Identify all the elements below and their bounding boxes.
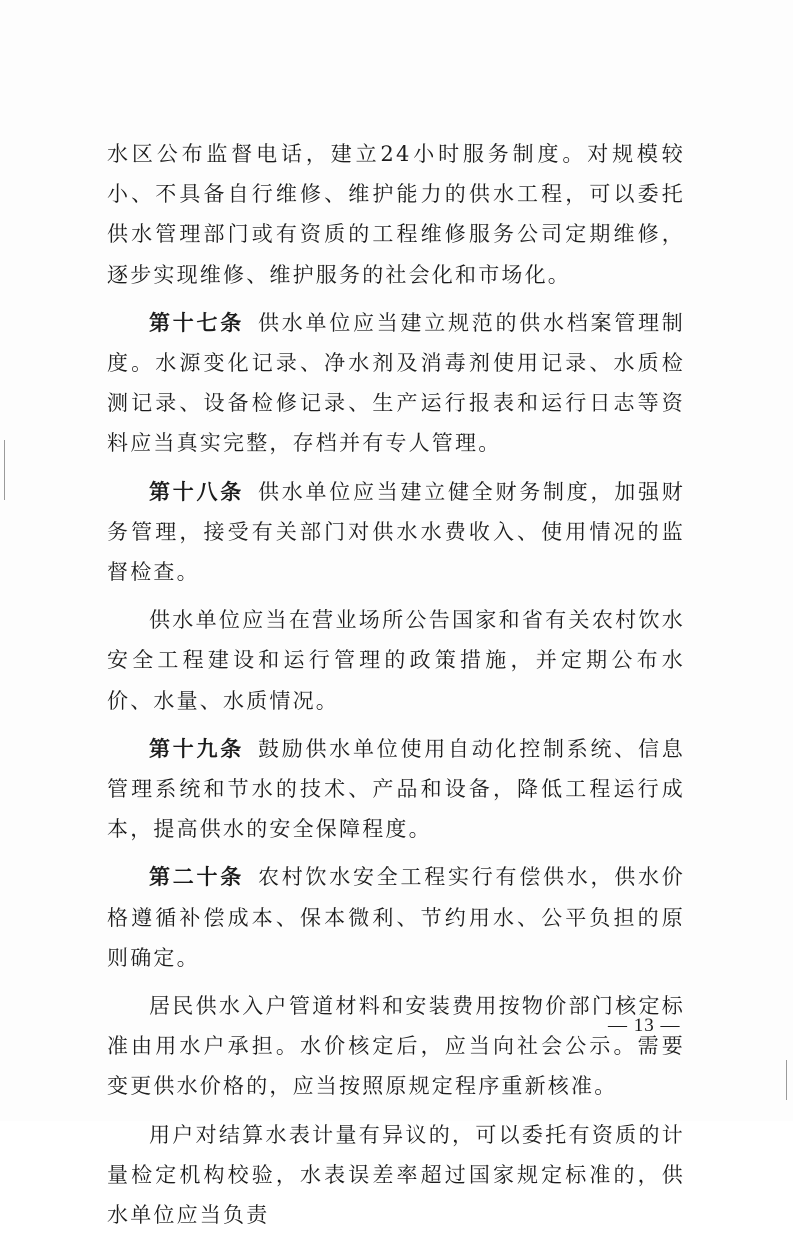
- paragraph-text: 用户对结算水表计量有异议的，可以委托有资质的计量检定机构校验，水表误差率超过国家规定标准的，供水单位应当负责: [107, 1122, 685, 1228]
- article-heading: 第十八条: [149, 478, 245, 504]
- article-20-clause-2: [107, 986, 685, 1107]
- article-18-clause-2: [107, 600, 685, 721]
- paragraph-text: 供水单位应当建立规范的供水档案管理制度。水源变化记录、净水剂及消毒剂使用记录、水质检测记录、设备检修记录、生产运行报表和运行日志等资料应当真实完整，存档并有专人管理。: [107, 310, 685, 456]
- page-number: — 13 —: [608, 1015, 681, 1036]
- paragraph-text: 供水单位应当建立健全财务制度，加强财务管理，接受有关部门对供水水费收入、使用情况的监督检查。: [107, 479, 685, 585]
- paragraph-text: 鼓励供水单位使用自动化控制系统、信息管理系统和节水的技术、产品和设备，降低工程运行成本，提高供水的安全保障程度。: [107, 736, 685, 842]
- body-text: [107, 134, 685, 1243]
- article-19: [107, 729, 685, 850]
- article-heading: 第二十条: [149, 864, 245, 890]
- article-heading: 第十七条: [149, 309, 245, 335]
- article-17: [107, 303, 685, 464]
- paragraph-text: 居民供水入户管道材料和安装费用按物价部门核定标准由用水户承担。水价核定后，应当向社会公示。需要变更供水价格的，应当按照原规定程序重新核准。: [107, 994, 685, 1099]
- scan-edge-mark: [786, 1060, 787, 1100]
- article-20: [107, 857, 685, 978]
- paragraph-text: 供水单位应当在营业场所公告国家和省有关农村饮水安全工程建设和运行管理的政策措施，并定期公布水价、水量、水质情况。: [107, 608, 685, 713]
- paragraph-text: 水区公布监督电话，建立24小时服务制度。对规模较小、不具备自行维修、维护能力的供水工程，可以委托供水管理部门或有资质的工程维修服务公司定期维修，逐步实现维修、维护服务的社会化和市场化。: [107, 142, 685, 287]
- paragraph-continued: [107, 134, 685, 295]
- paragraph-text: 农村饮水安全工程实行有偿供水，供水价格遵循补偿成本、保本微利、节约用水、公平负担的原则确定。: [107, 865, 685, 970]
- article-18: [107, 472, 685, 593]
- article-heading: 第十九条: [149, 735, 245, 761]
- scan-edge-mark: [4, 440, 5, 500]
- article-20-clause-3: [107, 1115, 685, 1236]
